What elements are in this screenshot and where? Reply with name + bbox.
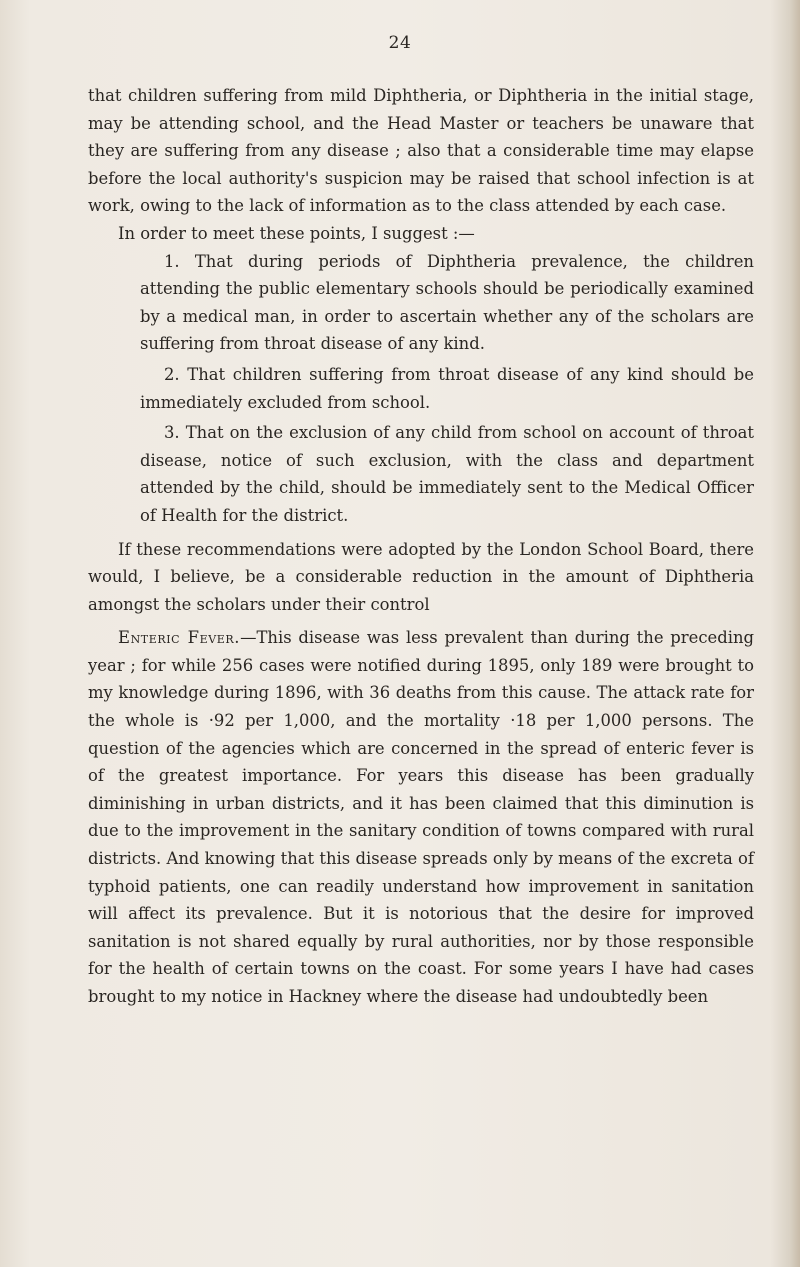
paragraph-continuation: that children suffering from mild Diphtheria, or Diphtheria in the initial stage, may be attending school, and the Head Master or teachers be unaware that they are suffering from any disease ; also that a considerable time may elapse before the local authority's suspicion may be raised that school infection is at work, owing to the lack of information as to the class attended by each case. <box>88 86 754 216</box>
paragraph-enteric-fever <box>88 624 754 1010</box>
page-number: 24 <box>388 33 412 53</box>
section-heading-enteric-fever: Enteric Fever. <box>118 628 241 648</box>
body-text <box>88 82 754 1011</box>
list-item-3: 3. That on the exclusion of any child from school on account of throat disease, notice of such exclusion, with the class and department attended by the child, should be immediately sent to the Medical Officer of Health for the district. <box>140 423 754 525</box>
paragraph-suggestion-intro: In order to meet these points, I suggest :— <box>118 223 475 243</box>
paragraph-recommendations: If these recommendations were adopted by the London School Board, there would, I believe, be a considerable reduction in the amount of Diphtheria amongst the scholars under their control <box>88 539 754 614</box>
list-item-2: 2. That children suffering from throat disease of any kind should be immediately excluded from school. <box>140 364 754 412</box>
enteric-fever-body: —This disease was less prevalent than during the preceding year ; for while 256 cases were notified during 1895, only 189 were brought to my knowledge during 1896, with 36 deaths from this cause. The attack rate for the whole is ·92 per 1,000, and the mortality ·18 per 1,000 persons. The question of the agencies which are concerned in the spread of enteric fever is of the greatest importance. For years this disease has been gradually diminishing in urban districts, and it has been claimed that this diminution is due to the improvement in the sanitary condition of towns compared with rural districts. And knowing that this disease spreads only by means of the excreta of typhoid patients, one can readily understand how improvement in sanitation will affect its prevalence. But it is notorious that the desire for improved sanitation is not shared equally by rural authorities, nor by those responsible for the health of certain towns on the coast. For some years I have had cases brought to my notice in Hackney where the disease had undoubtedly been <box>88 628 755 1006</box>
list-item-1: 1. That during periods of Diphtheria prevalence, the children attending the public elementary schools should be periodically examined by a medical man, in order to ascertain whether any of the scholars are suffering from throat disease of any kind. <box>140 251 754 354</box>
